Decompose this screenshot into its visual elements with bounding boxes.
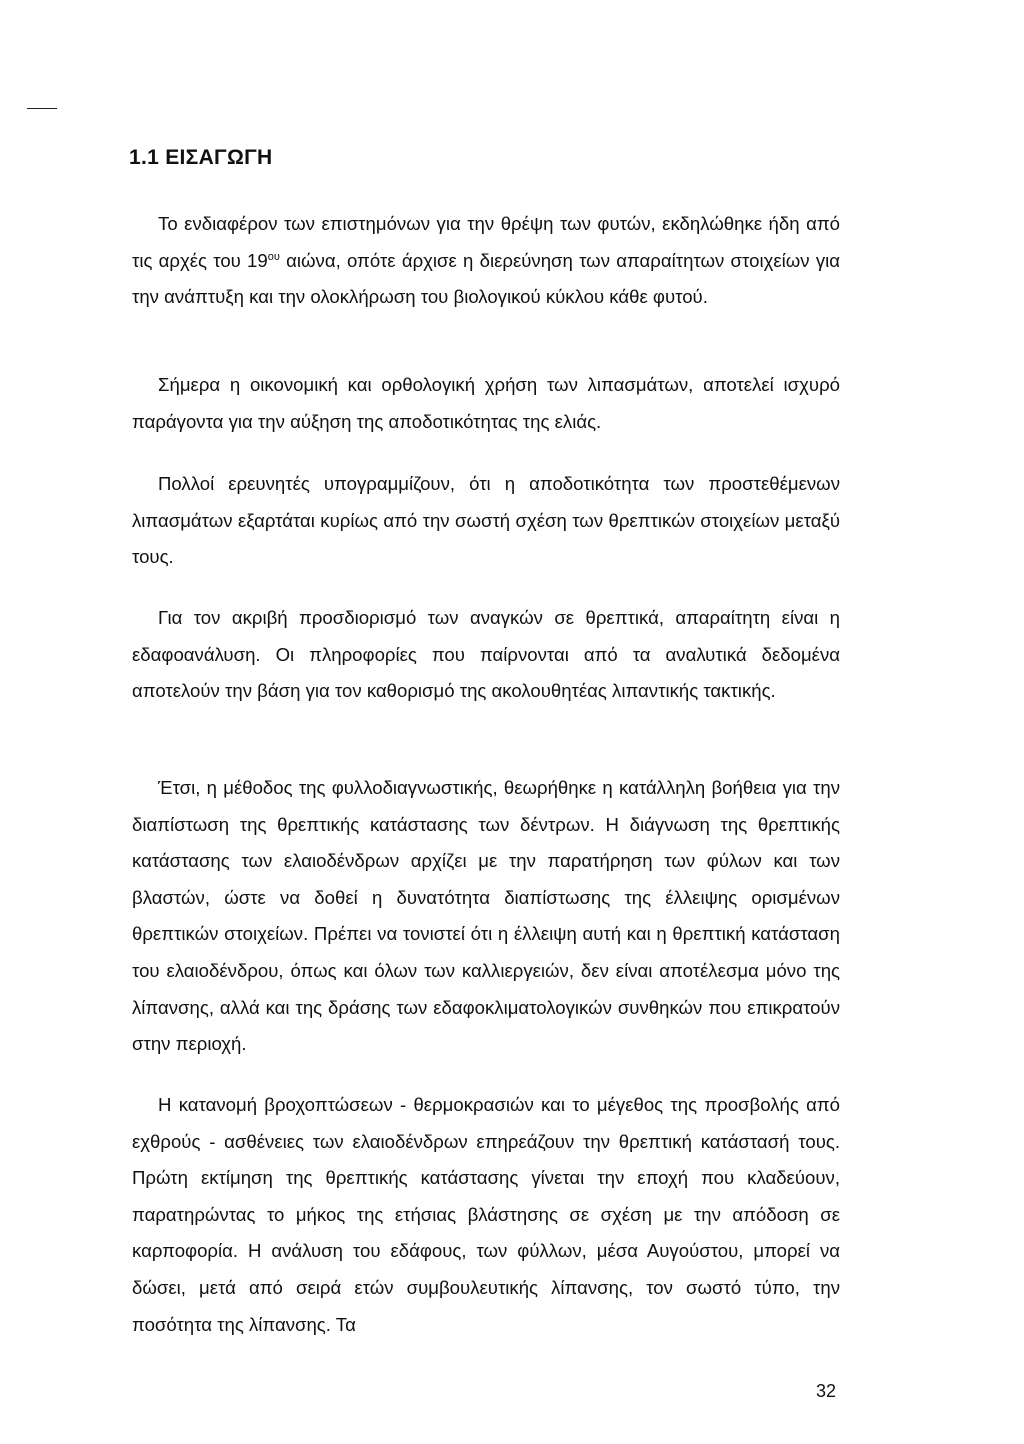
paragraph-2 — [132, 367, 840, 440]
paragraph-3-text: Πολλοί ερευνητές υπογραμμίζουν, ότι η αποδοτικότητα των προστεθέμενων λιπασμάτων εξαρτάται κυρίως από την σωστή σχέση των θρεπτικών στοιχείων μεταξύ τους. — [132, 473, 840, 568]
paragraph-1 — [132, 206, 840, 316]
scan-margin-mark — [27, 108, 57, 109]
paragraph-6-text: Η κατανομή βροχοπτώσεων - θερμοκρασιών και το μέγεθος της προσβολής από εχθρούς - ασθένειες των ελαιοδένδρων επηρεάζουν την θρεπτική κατάστασή τους. Πρώτη εκτίμηση της θρεπτικής κατάστασης γίνεται την εποχή που κλαδεύουν, παρατηρώντας το μήκος της ετήσιας βλάστησης σε σχέση με την απόδοση σε καρποφορία. Η ανάλυση του εδάφους, των φύλλων, μέσα Αυγούστου, μπορεί να δώσει, μετά από σειρά ετών συμβουλευτικής λίπανσης, τον σωστό τύπο, την ποσότητα της λίπανσης. Τα — [132, 1094, 840, 1335]
page-number: 32 — [816, 1381, 837, 1401]
paragraph-4 — [132, 600, 840, 710]
paragraph-2-text: Σήμερα η οικονομική και ορθολογική χρήση των λιπασμάτων, αποτελεί ισχυρό παράγοντα για την αύξηση της αποδοτικότητας της ελιάς. — [132, 374, 840, 432]
paragraph-4-text: Για τον ακριβή προσδιορισμό των αναγκών σε θρεπτικά, απαραίτητη είναι η εδαφοανάλυση. Οι πληροφορίες που παίρνονται από τα αναλυτικά δεδομένα αποτελούν την βάση για τον καθορισμό της ακολουθητέας λιπαντικής τακτικής. — [132, 607, 840, 702]
paragraph-1-text-a: Το ενδιαφέρον των επιστημόνων για την θρέψη των φυτών, εκδηλώθηκε ήδη από τις αρχές του 19 — [132, 213, 840, 271]
paragraph-5 — [132, 770, 840, 1063]
paragraph-5-text: Έτσι, η μέθοδος της φυλλοδιαγνωστικής, θεωρήθηκε η κατάλληλη βοήθεια για την διαπίστωση της θρεπτικής κατάστασης των δέντρων. Η διάγνωση της θρεπτικής κατάστασης των ελαιοδένδρων αρχίζει με την παρατήρηση των φύλων και των βλαστών, ώστε να δοθεί η δυνατότητα διαπίστωσης της έλλειψης ορισμένων θρεπτικών στοιχείων. Πρέπει να τονιστεί ότι η έλλειψη αυτή και η θρεπτική κατάσταση του ελαιοδένδρου, όπως και όλων των καλλιεργειών, δεν είναι αποτέλεσμα μόνο της λίπανσης, αλλά και της δράσης των εδαφοκλιματολογικών συνθηκών που επικρατούν στην περιοχή. — [132, 777, 840, 1055]
paragraph-6 — [132, 1087, 840, 1343]
ordinal-superscript: ου — [267, 250, 280, 263]
paragraph-1-text-b: αιώνα, οπότε άρχισε η διερεύνηση των απαραίτητων στοιχείων για την ανάπτυξη και την ολοκλήρωση του βιολογικού κύκλου κάθε φυτού. — [132, 249, 840, 308]
paragraph-3 — [132, 466, 840, 576]
section-heading: 1.1 ΕΙΣΑΓΩΓΗ — [129, 146, 273, 169]
